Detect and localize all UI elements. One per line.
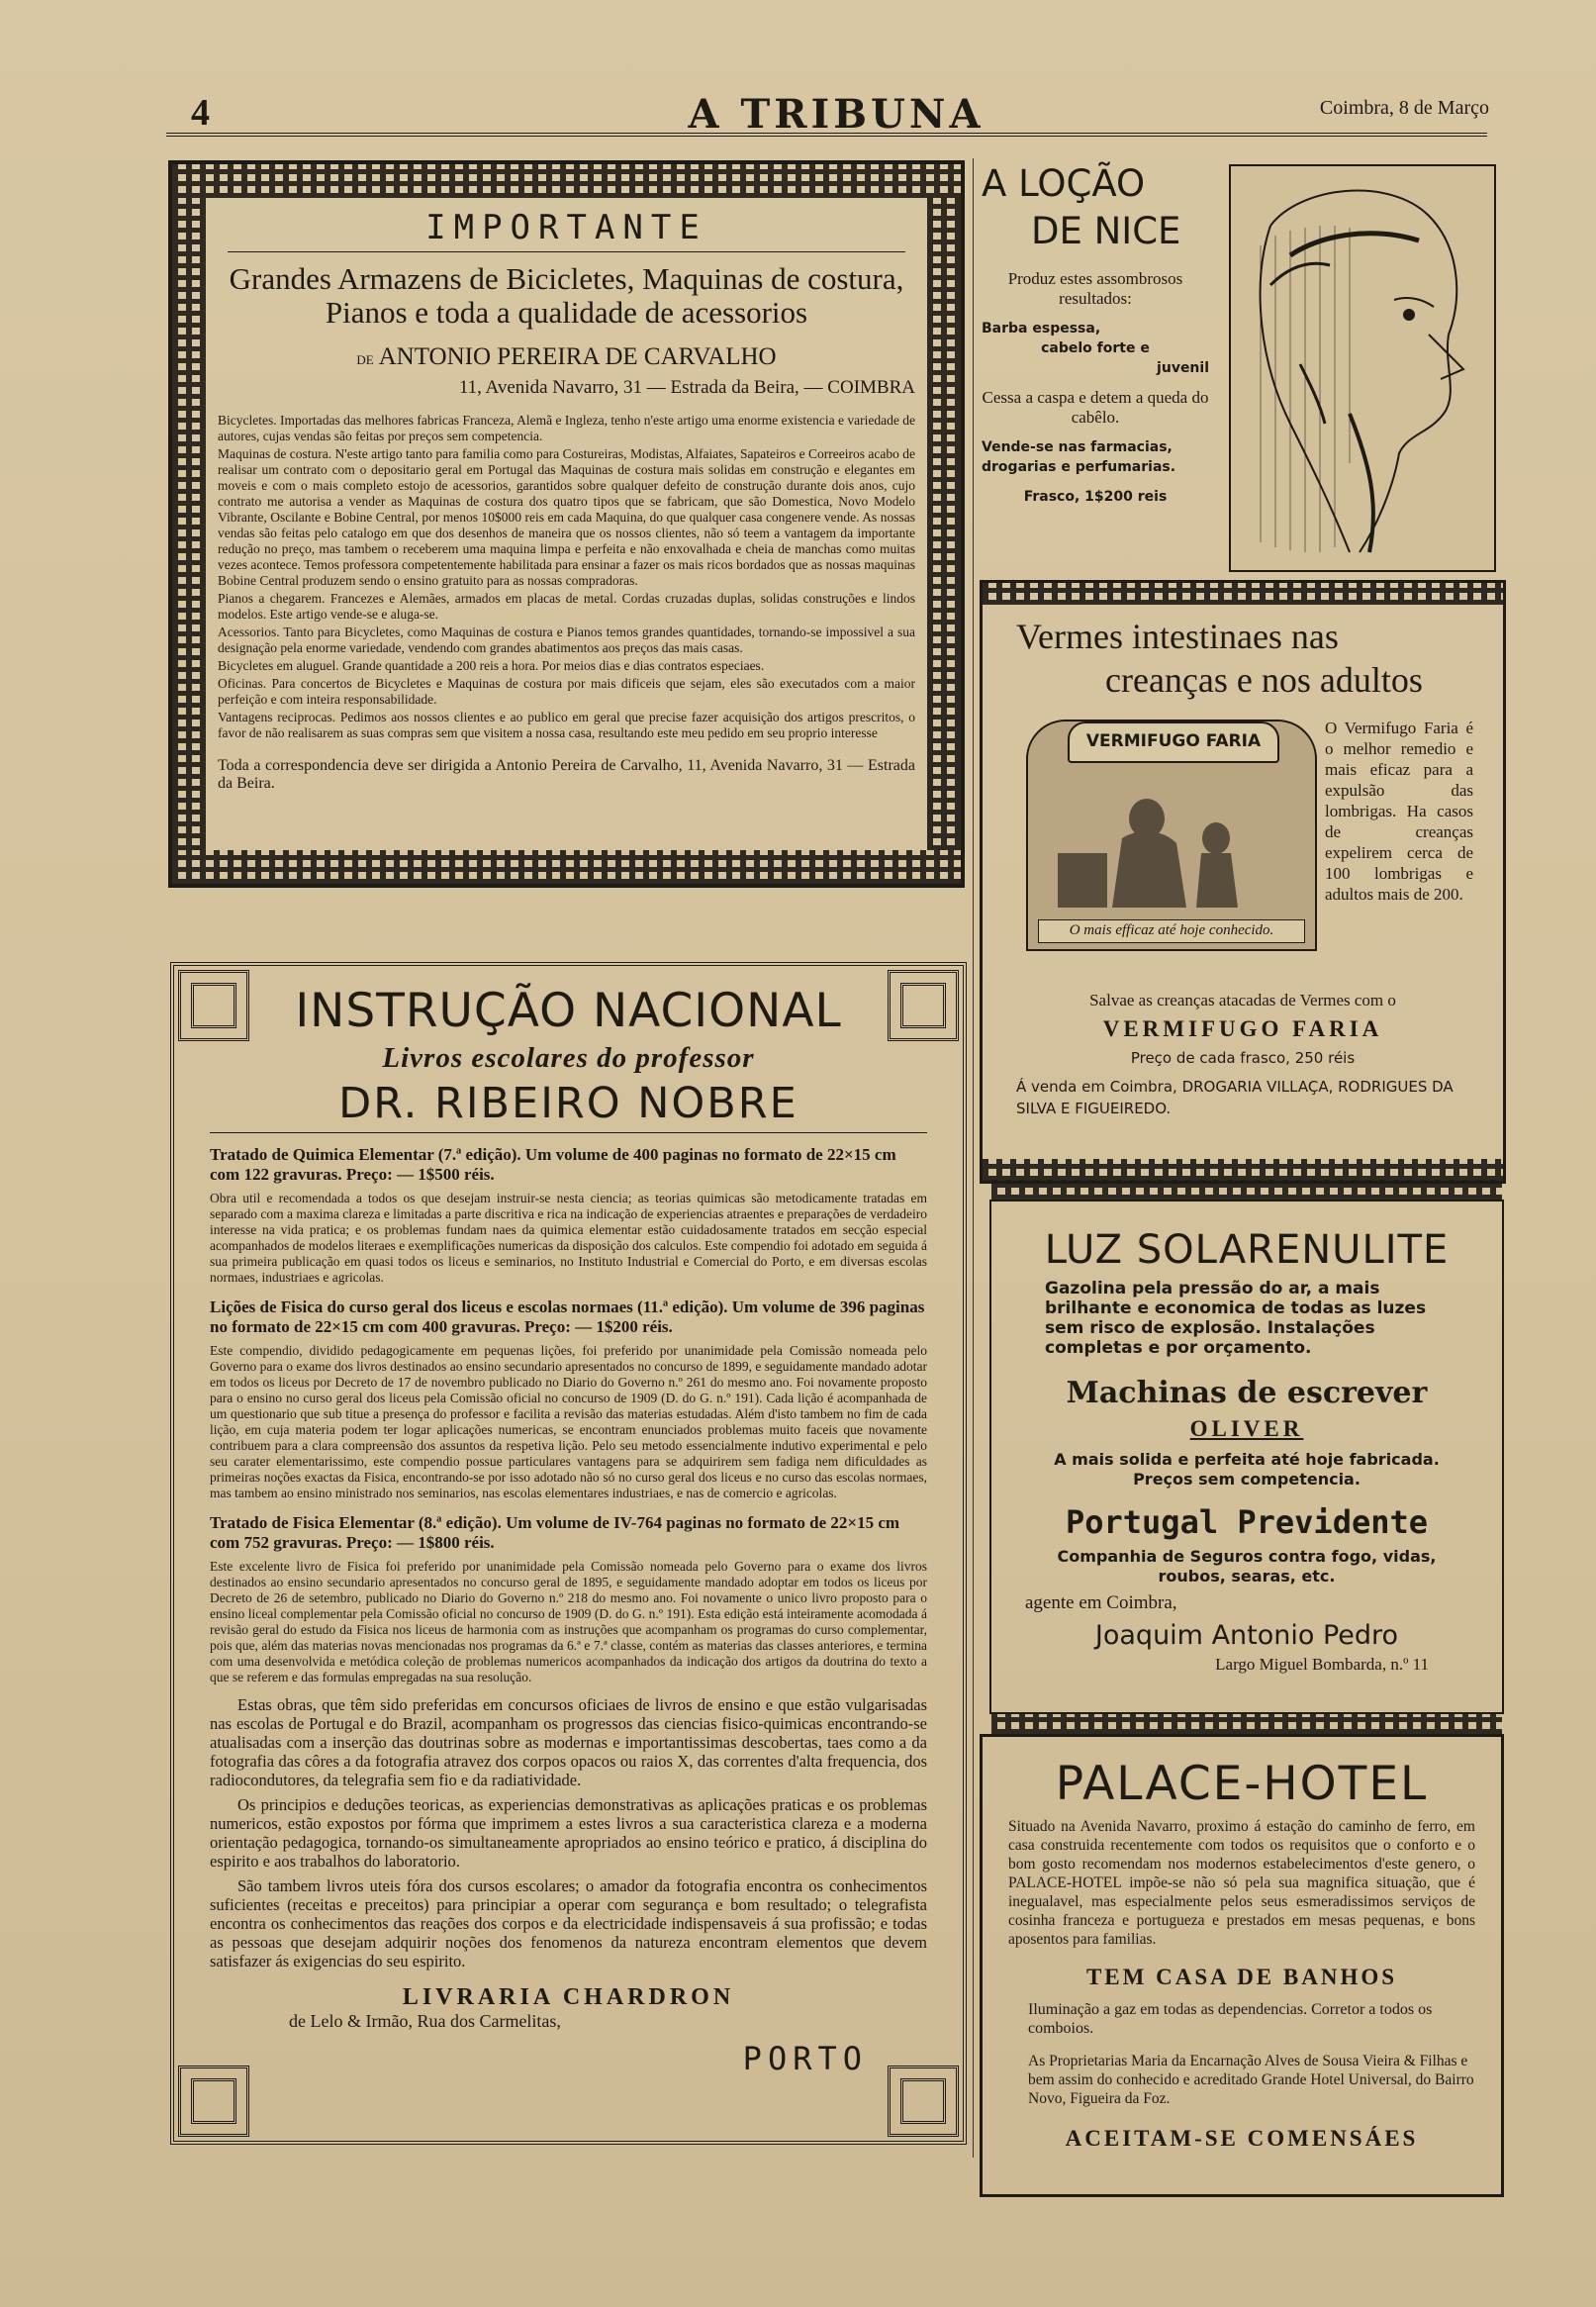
brand-name: OLIVER — [1189, 1416, 1304, 1441]
ornamental-border-top — [991, 1180, 1502, 1200]
brand-description: A mais solida e perfeita até hoje fabricada. Preços sem competencia. — [1054, 1450, 1440, 1489]
insurance-heading: Portugal Previdente — [1065, 1503, 1429, 1541]
ornamental-border-top — [983, 583, 1503, 605]
ad-body — [982, 269, 1209, 507]
intro-text: Produz estes assombrosos resultados: — [1007, 269, 1183, 308]
ad-footer — [1016, 989, 1469, 1119]
ad-subtitle: Grandes Armazens de Bicicletes, Maquinas de costura, Pianos e toda a qualidade de acessorios — [229, 261, 904, 330]
bearded-man-portrait-illustration — [1231, 166, 1490, 566]
book-heading: Tratado de Fisica Elementar (8.ª edição). Um volume de IV-764 paginas no formato de 22×15 cm com 752 gravuras. Preço: — 1$800 réis. — [210, 1513, 900, 1552]
ad-palace-hotel — [980, 1734, 1504, 2197]
paragraph-oficinas: Oficinas. Para concertos de Bicycletes e Maquinas de costura por mais dificeis que sejam, eles são executados com a maior perfeição e com inteira responsabilidade. — [218, 676, 915, 707]
ad-heading: IMPORTANTE — [228, 208, 905, 252]
ad-heading: INSTRUÇÃO NACIONAL — [295, 984, 842, 1038]
ad-heading: LUZ SOLARENULITE — [1044, 1227, 1450, 1273]
greek-key-border-top — [172, 164, 961, 198]
merchant-address: 11, Avenida Navarro, 31 — Estrada da Beira, — COIMBRA — [458, 377, 915, 398]
hotel-description: Situado na Avenida Navarro, proximo á estação do caminho de ferro, em casa construida recentemente com todos os requisitos que o conforto e o bom gosto recomendam nos modernos estabelecimentos d'este genero, o PALACE-HOTEL impõe-se não só pela sua magnifica situação, que é inegualavel, mas especialmente pelos seus esmeradissimos serviços de cosinha franceza e portugueza e prestados em mesas pequenas, e bons aposentos para familias. — [1008, 1818, 1475, 1948]
ad-footer: ACEITAM-SE COMENSÁES — [1065, 2126, 1419, 2151]
ad-heading-line-1: A LOÇÃO — [982, 162, 1146, 205]
agent-name: Joaquim Antonio Pedro — [1094, 1620, 1399, 1651]
ad-heading: PALACE-HOTEL — [1055, 1757, 1429, 1811]
benefit-text: Cessa a caspa e detem a queda do cabêlo. — [982, 388, 1209, 427]
ad-heading — [1016, 615, 1469, 702]
page-number: 4 — [191, 92, 210, 134]
merchant-name-text: ANTONIO PEREIRA DE CARVALHO — [378, 343, 777, 370]
brand-ribbon: VERMIFUGO FARIA — [1068, 721, 1279, 763]
ad-body — [210, 1695, 927, 1971]
illustration-caption: O mais efficaz até hoje conhecido. — [1038, 919, 1305, 943]
issue-date: Coimbra, 8 de Março — [1319, 97, 1489, 119]
greek-key-border-left — [172, 198, 206, 850]
product-description: O Vermifugo Faria é o melhor remedio e mais eficaz para a expulsão das lombrigas. Ha casos de creanças expelirem cerca de 100 lombrigas e adultos mais de 200. — [1325, 719, 1473, 904]
ad-heading-line-1: Vermes intestinaes nas — [1016, 617, 1339, 656]
product-name: VERMIFUGO FARIA — [1102, 1016, 1383, 1041]
price-text: Frasco, 1$200 reis — [1023, 489, 1168, 505]
ad-luz-solarenulite — [989, 1200, 1504, 1714]
ornamental-border-bottom — [991, 1714, 1502, 1734]
price-text: Preço de cada frasco, 250 réis — [1130, 1049, 1356, 1067]
ad-importante — [168, 160, 965, 888]
ad-heading-line-2: creanças e nos adultos — [1105, 660, 1423, 700]
column-divider — [973, 158, 974, 2158]
sale-text: Á venda em Coimbra, DROGARIA VILLAÇA, RODRIGUES DA SILVA E FIGUEIREDO. — [1016, 1078, 1454, 1117]
paragraph-pianos: Pianos a chegarem. Francezes e Alemães, armados em placas de metal. Cordas cruzadas duplas, solidas construções e lindos modelos. Este artigo vende-se e aluga-se. — [218, 591, 915, 622]
de-prefix: DE — [356, 352, 374, 367]
paragraph-acessorios: Acessorios. Tanto para Bicycletes, como Maquinas de costura e Pianos temos grandes quantidades, tornando-se impossivel a sua designação pela enorme variedade, vendendo com grandes abatimentos aos preços das mais casas. — [218, 625, 915, 655]
family-scene-illustration — [1026, 720, 1317, 951]
greek-key-border-bottom — [172, 850, 961, 884]
corner-ornament-bottom-left — [178, 2066, 249, 2137]
agent-address: Largo Miguel Bombarda, n.º 11 — [1215, 1655, 1429, 1674]
book-description: Este compendio, dividido pedagogicamente em pequenas lições, foi preferido por unanimidade pela Comissão nomeada pelo Governo para o exame dos livros destinados ao ensino secundario apresentados no concurso de 1899, e seguidamente mandado adotar em todos os liceus por Decreto de 17 de novembro publicado no Diario do Governo n.º 261 do mesmo ano. Foi novamente proposto para o ensino no curso geral dos liceus pela Comissão oficial no concurso de 1909 (D. do G. n.º 191). Cada lição é acompanhada de um questionario que sub titue a presença do professor e facilita a revisão das materias estudadas. Além d'isto tambem no fim de cada lição, em cuja materia podem ter logar aplicações numericas, se encontram enunciados problemas muito faceis que novamente contribuem para a clara compreensão dos assuntos da respetiva lição. Pelo seu metodo essencialmente indutivo experimental e pelo seu carater elementarissimo, este compendio possue particulares vantagens para se adquirirem sem fadiga nem dificuldades as primeiras noções exactas da Fisica, encontrando-se por isso adotado não só no curso geral dos liceus e no curso das escolas normaes, mas tambem ao ensino ministrado nos seminarios, nas escolas elementares industriaes, e nas de comercio e agricolas. — [210, 1343, 927, 1500]
corner-ornament-top-right — [888, 970, 959, 1041]
paragraph-bicycletes: Bicycletes. Importadas das melhores fabricas Franceza, Alemã e Ingleza, tenho n'este artigo uma enorme existencia e variedade de autores, cujas vendas são feitas por preços sem competencia. — [218, 413, 915, 443]
ad-body — [218, 413, 915, 741]
correspondence-note: Toda a correspondencia deve ser dirigida a Antonio Pereira de Carvalho, 11, Avenida Navarro, 31 — Estrada da Beira. — [218, 757, 915, 792]
ad-instrucao-nacional — [170, 962, 967, 2145]
corner-ornament-top-left — [178, 970, 249, 1041]
baths-heading: TEM CASA DE BANHOS — [1085, 1965, 1398, 1989]
publisher-name: LIVRARIA CHARDRON — [402, 1984, 735, 2010]
greek-key-border-right — [927, 198, 961, 850]
paragraph: São tambem livros uteis fóra dos cursos escolares; o amador da fotografia encontra os conhecimentos suficientes (receitas e preceitos) para principiar a operar com segurança e bom resultado; o telegrafista encontra os conhecimentos das reações dos corpos e da electricidade indispensaveis á sua profissão; e todas as pessoas que desejam adquirir noções dos fenomenos da natureza encontram elementos que devem satisfazer ás exigencias do seu espirito. — [210, 1876, 927, 1971]
agent-label: agente em Coimbra, — [1025, 1592, 1177, 1613]
merchant-name — [218, 343, 915, 371]
paragraph-maquinas: Maquinas de costura. N'este artigo tanto para familia como para Costureiras, Modistas, Alfaiates, Sapateiros e Correeiros acabo de realisar um contrato com o depositario geral em Portugal das Maquinas de costura mais solidas em construção e elegantes em moveis e com o mais completo estojo de acessorios, garantidos sobre qualquer defeito de construção durante dois anos, cujo contrato me autorisa a vender as Maquinas de costura dos quatro tipos que se fabricam, que são Domestica, Novo Modelo Vibrante, Oscilante e Bobine Central, por menos 10$000 reis em cada Maquina, do que qualquer casa congenere vende. As nossas vendas são feitas pelo catalogo em que dos desenhos de maneira que os nossos clientes, não só teem a vantagem da importante redução no preço, mas tambem o receberem uma maquina limpa e perfeita e não enxovalhada e cheia de manchas como muitas vezes acontece. Temos professora competentemente habilitada para ensinar a fazer os mais ricos bordados que as nossas maquinas Bobine Central produzem sendo o ensino gratuito para as nossas compradoras. — [218, 446, 915, 588]
ad-locao-de-nice — [982, 160, 1496, 576]
save-text: Salvae as creanças atacadas de Vermes com o — [1089, 991, 1396, 1009]
paragraph: Os principios e deduções teoricas, as experiencias demonstrativas as aplicações praticas e os problemas numericos, estão expostos por fórma que imprimem a estes livros a sua caracteristica clareza e a moderna orientação pedagogica, tornando-os simultaneamente apropriados ao ensino teórico e pratico, á disciplina do espirito e aos trabalhos do laboratorio. — [210, 1795, 927, 1871]
sale-text: Vende-se nas farmacias, drogarias e perfumarias. — [982, 439, 1176, 475]
ad-vermifugo-faria — [980, 580, 1506, 1184]
result-line: Barba espessa, — [982, 321, 1101, 336]
book-description: Obra util e recomendada a todos os que desejam instruir-se nesta ciencia; as teorias quimicas são metodicamente tratadas em separado com a maxima clareza e limitadas a parte discritiva e rica na indicação de experiencias atraentes e preparações de verdadeiro interesse na vida pratica; e os problemas fundam naes da quimica elementar estão cuidadosamente tratados em secção especial acompanhados de modelos literaes e exemplificações numericas da disposição dos calculos. Este compendio foi adotado em seguida á sua primeira publicação em quasi todos os liceus e seminarios, no Instituto Industrial e Comercial do Porto, e em diversas escolas normaes, industriaes e agricolas. — [210, 1191, 928, 1285]
book-heading: Tratado de Quimica Elementar (7.ª edição). Um volume de 400 paginas no formato de 22×15 cm com 122 gravuras. Preço: — 1$500 réis. — [210, 1145, 896, 1184]
publisher-address: de Lelo & Irmão, Rua dos Carmelitas, — [289, 2011, 561, 2031]
publisher-city: PORTO — [742, 2040, 868, 2077]
ad-heading-line-2: DE NICE — [1031, 210, 1181, 252]
masthead — [163, 85, 1489, 137]
paragraph-vantagens: Vantagens reciprocas. Pedimos aos nossos clientes e ao publico em geral que precise fazer acquisição dos artigos prescritos, o favor de não realisarem as suas compras sem que visitem a nossa casa, resultando este meu pedido em seu proprio interesse — [218, 710, 915, 740]
newspaper-title: A TRIBUNA — [688, 91, 985, 138]
insurance-description: Companhia de Seguros contra fogo, vidas, roubos, searas, etc. — [1057, 1547, 1437, 1586]
corner-ornament-bottom-right — [888, 2066, 959, 2137]
book-description: Este excelente livro de Fisica foi preferido por unanimidade pela Comissão nomeada pelo Governo para o exame dos livros destinados ao ensino secundario apresentados no concurso geral de 1895, e seguidamente mandado adoptar em todos os liceus por Decreto de 26 de setembro, publicado no Diario do Governo n.º 218 do mesmo ano. Foi novamente o unico livro proposto para o ensino liceal complementar pela Comissão oficial no concurso de 1909 (D. do G. n.º 191). Esta edição está inteiramente acomodada á revisão geral do estudo da Fisica nos liceus de harmonia com as instruções que acompanham os programas do curso complementar, pois que, além das materias novas mencionadas nos programas da 6.ª e 7.ª classe, contém as materias das classes anteriores, e termina com uma desenvolvida e metódica coleção de problemas numericos acompanhados da indicação dos artigos da doutrina do texto a que se referem e das formulas empregadas na sua resolução. — [210, 1559, 927, 1684]
mother-and-children-illustration — [1028, 759, 1311, 927]
lighting-description: Gazolina pela pressão do ar, a mais brilhante e economica de todas as luzes sem risco de explosão. Instalações completas e por orçamento. — [1045, 1279, 1427, 1358]
portrait-engraving — [1229, 164, 1496, 572]
result-line: cabelo forte e — [1041, 340, 1150, 356]
amenities-text: Iluminação a gaz em todas as dependencias. Corretor a todos os comboios. — [1028, 2001, 1433, 2037]
paragraph-aluguel: Bicycletes em aluguel. Grande quantidade a 200 reis a hora. Por meios dias e dias contratos especiaes. — [218, 658, 765, 673]
book-heading: Lições de Fisica do curso geral dos liceus e escolas normaes (11.ª edição). Um volume de 396 paginas no formato de 22×15 cm com 400 gravuras. Preço: — 1$200 réis. — [210, 1298, 925, 1336]
machines-heading: Machinas de escrever — [1066, 1376, 1428, 1410]
ad-subtitle: Livros escolares do professor — [382, 1042, 755, 1074]
paragraph: Estas obras, que têm sido preferidas em concursos oficiaes de livros de ensino e que estão vulgarisadas nas escolas de Portugal e do Brazil, acompanham os progressos das ciencias fisico-quimicas encontrando-se atualisadas com a inserção das doutrinas sobre as modernas e importantissimas descobertas, taes como a da fotografia das côres a da fotografia atravez dos corpos opacos ou raios X, das correntes d'alta frequencia, dos radiocondutores, da telegrafia sem fio e da radiatividade. — [210, 1695, 927, 1789]
ornamental-border-bottom — [983, 1159, 1503, 1181]
owners-text: As Proprietarias Maria da Encarnação Alves de Sousa Vieira & Filhas e bem assim do conhecido e acreditado Grande Hotel Universal, do Bairro Novo, Figueira da Foz. — [1028, 2053, 1474, 2107]
masthead-rule — [166, 133, 1487, 137]
result-line: juvenil — [1157, 360, 1209, 376]
author-name: DR. RIBEIRO NOBRE — [210, 1079, 927, 1133]
